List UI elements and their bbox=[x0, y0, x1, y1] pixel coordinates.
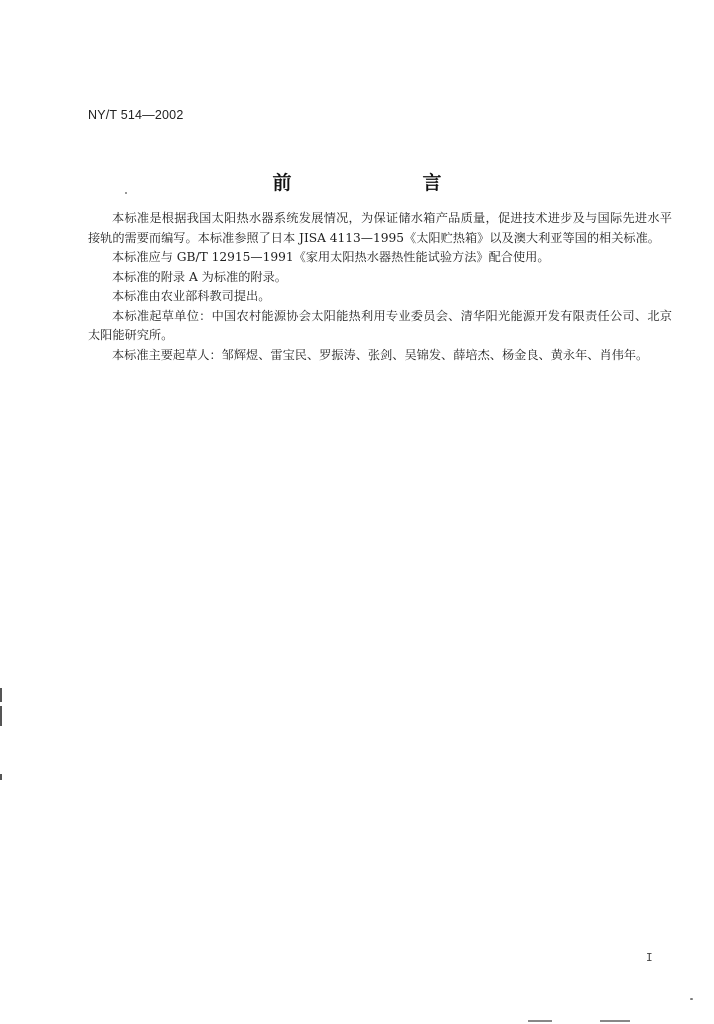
foreword-body bbox=[88, 209, 672, 365]
scan-artifact-left-3 bbox=[0, 774, 2, 780]
scan-artifact-dot-2 bbox=[690, 998, 693, 1000]
paragraph-proposer: 本标准由农业部科教司提出。 bbox=[112, 289, 271, 303]
scan-artifact-bottom-2 bbox=[600, 1020, 630, 1022]
paragraph-purpose: 本标准是根据我国太阳热水器系统发展情况，为保证储水箱产品质量，促进技术进步及与国际先进水平接轨的需要而编写。本标准参照了日本 JISA 4113—1995《太阳贮热箱》以及澳大利亚等国的相关标准。 bbox=[88, 211, 672, 245]
scan-artifact-bottom-1 bbox=[528, 1020, 552, 1022]
paragraph-appendix: 本标准的附录 A 为标准的附录。 bbox=[112, 269, 287, 284]
page-number: I bbox=[646, 951, 653, 964]
paragraph-drafting-units: 本标准起草单位：中国农村能源协会太阳能热利用专业委员会、清华阳光能源开发有限责任公司、北京太阳能研究所。 bbox=[88, 308, 672, 342]
standard-code: NY/T 514—2002 bbox=[88, 108, 184, 122]
scan-artifact-dot-1 bbox=[125, 192, 127, 194]
paragraph-drafters: 本标准主要起草人：邹辉煜、雷宝民、罗振涛、张剑、吴锦发、薛培杰、杨金良、黄永年、肖伟年。 bbox=[112, 347, 649, 362]
scan-artifact-left-2 bbox=[0, 706, 2, 726]
page-title: 前 言 bbox=[272, 172, 498, 194]
paragraph-usage: 本标准应与 GB/T 12915—1991《家用太阳热水器热性能试验方法》配合使用。 bbox=[112, 250, 550, 264]
scan-artifact-left-1 bbox=[0, 688, 2, 702]
